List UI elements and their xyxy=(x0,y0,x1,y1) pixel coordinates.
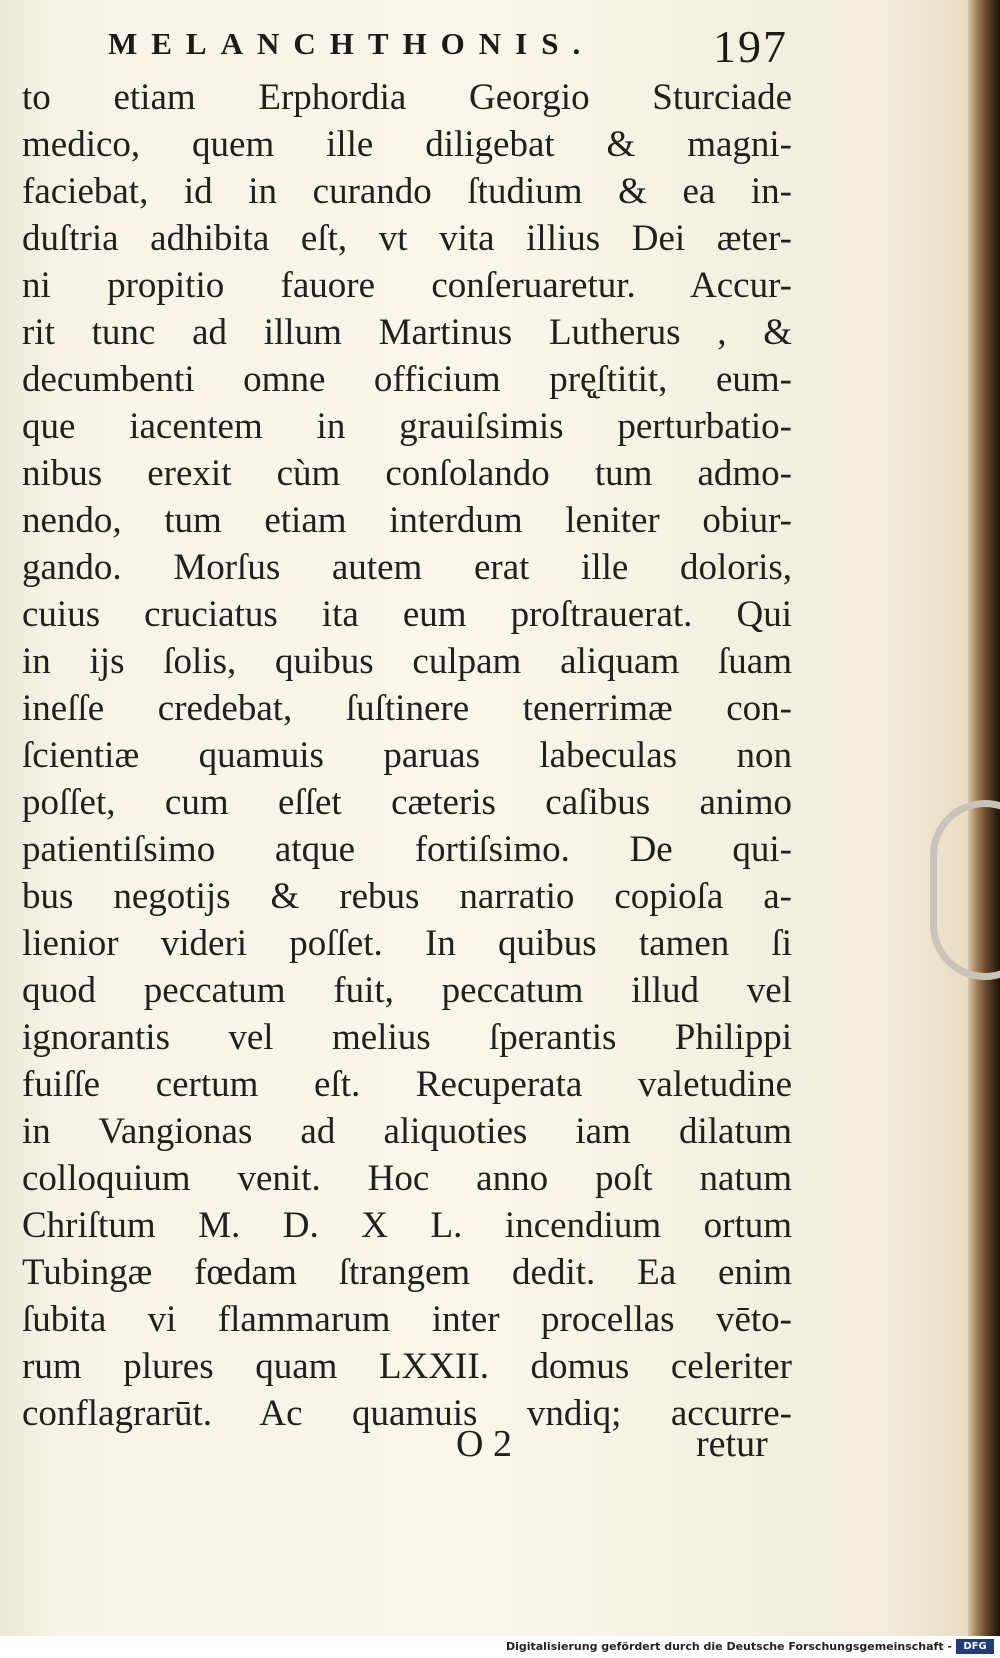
text-line: Chriſtum M. D. X L. incendium ortum xyxy=(22,1205,792,1246)
text-line: rum plures quam LXXII. domus celeriter xyxy=(22,1346,792,1387)
text-line: cuius cruciatus ita eum proſtrauerat. Qui xyxy=(22,594,792,635)
signature-mark: O 2 xyxy=(456,1423,512,1465)
text-line: faciebat, id in curando ſtudium & ea in- xyxy=(22,171,792,212)
body-text xyxy=(22,74,792,1437)
text-line: nibus erexit cùm conſolando tum admo- xyxy=(22,453,792,494)
catchword: retur xyxy=(696,1423,768,1465)
digitization-footer xyxy=(0,1636,1000,1658)
text-line: bus negotijs & rebus narratio copioſa a- xyxy=(22,876,792,917)
text-line: nendo, tum etiam interdum leniter obiur- xyxy=(22,500,792,541)
text-line: decumbenti omne officium prę̨ſtitit, eum- xyxy=(22,359,792,400)
text-line: in Vangionas ad aliquoties iam dilatum xyxy=(22,1111,792,1152)
text-line: patientiſsimo atque fortiſsimo. De qui- xyxy=(22,829,792,870)
text-line: ſcientiæ quamuis paruas labeculas non xyxy=(22,735,792,776)
text-line: fuiſſe certum eſt. Recuperata valetudine xyxy=(22,1064,792,1105)
funding-credit: Digitalisierung gefördert durch die Deutsche Forschungsgemeinschaft - xyxy=(505,1640,952,1653)
dfg-logo: DFG xyxy=(956,1639,994,1654)
text-line: Tubingæ fœdam ſtrangem dedit. Ea enim xyxy=(22,1252,792,1293)
text-line: poſſet, cum eſſet cæteris caſibus animo xyxy=(22,782,792,823)
text-line: conflagrarūt. Ac quamuis vndiq; accurre- xyxy=(22,1393,792,1434)
text-line: in ijs ſolis, quibus culpam aliquam ſuam xyxy=(22,641,792,682)
text-line: que iacentem in grauiſsimis perturbatio- xyxy=(22,406,792,447)
text-line: ſubita vi flammarum inter procellas vēto- xyxy=(22,1299,792,1340)
text-line: lienior videri poſſet. In quibus tamen ſi xyxy=(22,923,792,964)
text-line: to etiam Erphordia Georgio Sturciade xyxy=(22,77,792,118)
text-line: ignorantis vel melius ſperantis Philippi xyxy=(22,1017,792,1058)
running-head xyxy=(108,20,788,70)
running-title: MELANCHTHONIS. xyxy=(108,26,595,61)
catchline xyxy=(0,1422,800,1472)
text-line: colloquium venit. Hoc anno poſt natum xyxy=(22,1158,792,1199)
text-line: medico, quem ille diligebat & magni- xyxy=(22,124,792,165)
text-line: gando. Morſus autem erat ille doloris, xyxy=(22,547,792,588)
clasp-ring xyxy=(930,800,1000,980)
text-line: quod peccatum fuit, peccatum illud vel xyxy=(22,970,792,1011)
text-line: duſtria adhibita eſt, vt vita illius Dei æter- xyxy=(22,218,792,259)
text-line: ni propitio fauore conſeruaretur. Accur- xyxy=(22,265,792,306)
text-line: ineſſe credebat, ſuſtinere tenerrimæ con- xyxy=(22,688,792,729)
page-number: 197 xyxy=(713,21,788,72)
text-line: rit tunc ad illum Martinus Lutherus , & xyxy=(22,312,792,353)
